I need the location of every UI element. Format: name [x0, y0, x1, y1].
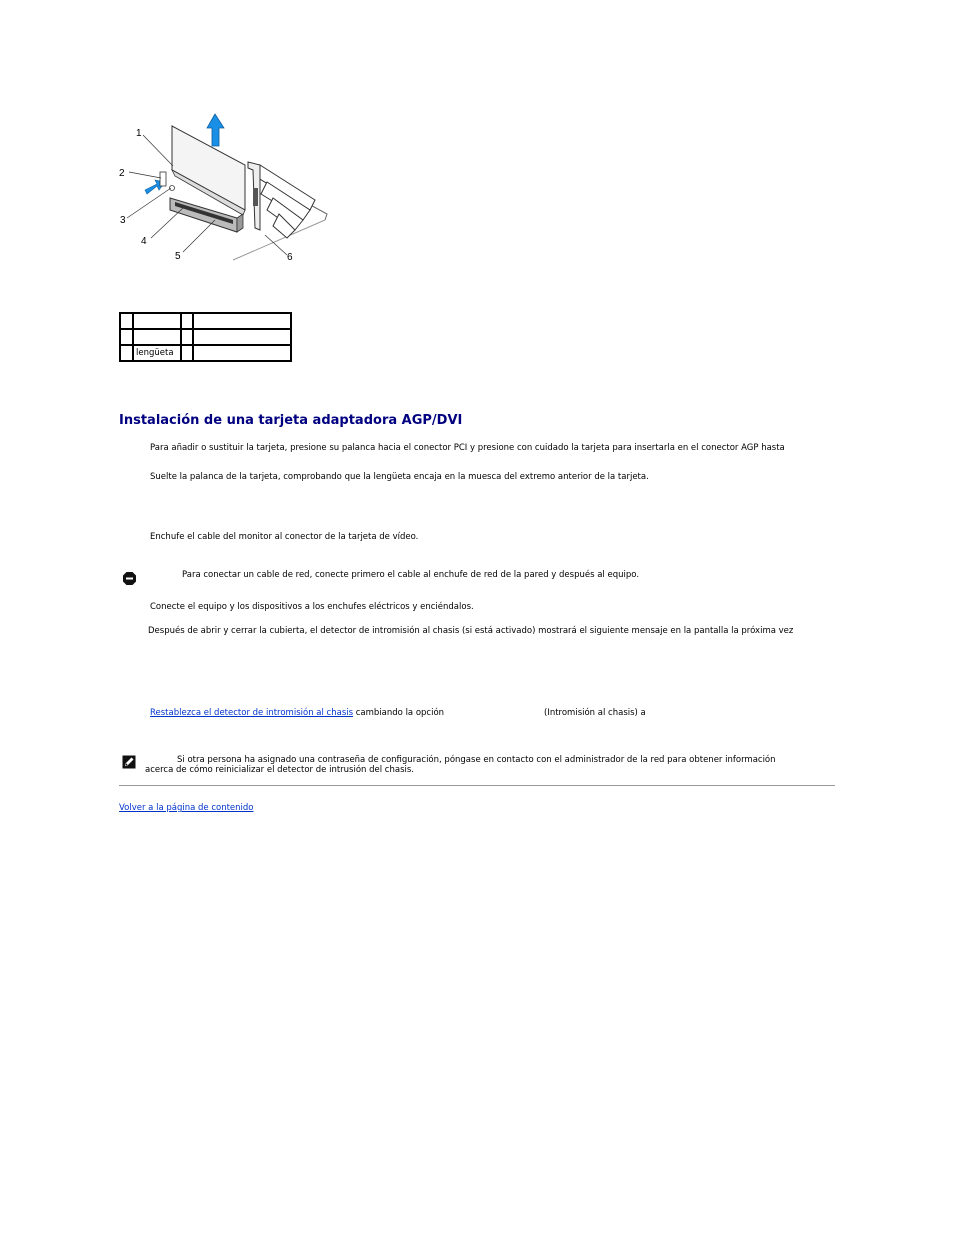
reset-intrusion-detector-link[interactable]: Restablezca el detector de intromisión al chasis [150, 708, 354, 718]
notice-text: Para conectar un cable de red, conecte primero el cable al enchufe de red de la pared y después al equipo. [182, 570, 640, 580]
callout-4: 4 [141, 236, 147, 247]
back-to-contents-link[interactable]: Volver a la página de contenido [119, 803, 254, 813]
table-cell [181, 313, 193, 329]
callout-5: 5 [175, 251, 181, 262]
step-5-text: Después de abrir y cerrar la cubierta, el detector de intromisión al chasis (si está activado) mostrará el siguiente mensaje en la pantalla la próxima vez [148, 626, 794, 636]
step-3-text: Enchufe el cable del monitor al conector de la tarjeta de vídeo. [150, 532, 419, 542]
notice-icon [122, 571, 137, 590]
step-1-text: Para añadir o sustituir la tarjeta, presione su palanca hacia el conector PCI y presione con cuidado la tarjeta para insertarla en el conector AGP hasta [150, 443, 785, 453]
table-cell [193, 313, 291, 329]
step-6-option-text: (Intromisión al chasis) a [544, 708, 646, 718]
table-cell [133, 313, 181, 329]
table-cell [120, 345, 133, 361]
callout-6: 6 [287, 252, 293, 263]
divider [119, 785, 835, 786]
table-cell [181, 345, 193, 361]
table-cell [181, 329, 193, 345]
callout-1: 1 [136, 128, 142, 139]
callout-2: 2 [119, 168, 125, 179]
note-pencil-icon [122, 754, 136, 773]
note-text-line-2: acerca de cómo reinicializar el detector de intrusión del chasis. [145, 765, 414, 775]
step-2-text: Suelte la palanca de la tarjeta, comprobando que la lengüeta encaja en la muesca del extremo anterior de la tarjeta. [150, 472, 649, 482]
up-arrow-icon [207, 114, 224, 146]
note-text-line-1: Si otra persona ha asignado una contraseña de configuración, póngase en contacto con el administrador de la red para obtener información [177, 755, 776, 765]
callout-table [119, 312, 292, 362]
table-cell [120, 313, 133, 329]
table-cell [133, 329, 181, 345]
step-4-text: Conecte el equipo y los dispositivos a los enchufes eléctricos y enciéndalos. [150, 602, 474, 612]
table-row [120, 345, 291, 361]
table-cell [193, 329, 291, 345]
table-cell [193, 345, 291, 361]
step-6-text: cambiando la opción [355, 708, 445, 718]
table-cell: lengüeta [133, 345, 181, 361]
callout-3: 3 [120, 215, 126, 226]
step-6 [150, 708, 444, 719]
agp-card-illustration [115, 110, 335, 275]
table-row [120, 329, 291, 345]
section-title: Instalación de una tarjeta adaptadora AGP/DVI [119, 413, 463, 428]
table-cell [120, 329, 133, 345]
table-row [120, 313, 291, 329]
